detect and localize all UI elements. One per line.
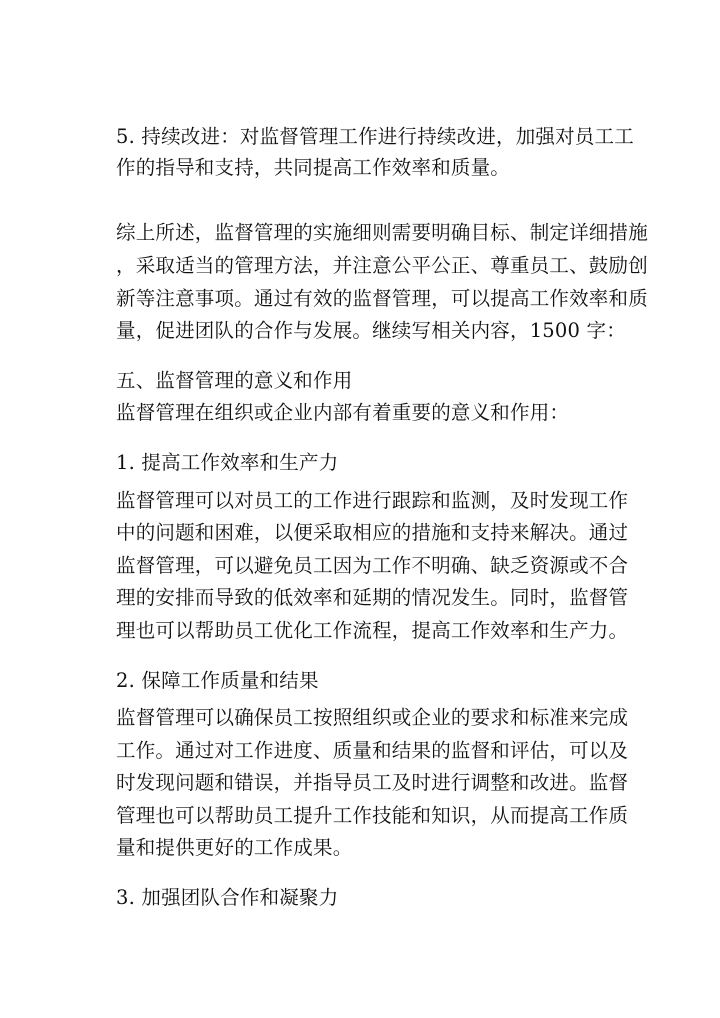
text-line: 中的问题和困难，以便采取相应的措施和支持来解决。通过 <box>116 521 629 544</box>
text-line: 监督管理可以确保员工按照组织或企业的要求和标准来完成 <box>116 706 629 729</box>
text-line: 监督管理在组织或企业内部有着重要的意义和作用： <box>116 401 570 424</box>
text-line: 时发现问题和错误，并指导员工及时进行调整和改进。监督 <box>116 771 629 794</box>
text-line: 作的指导和支持，共同提高工作效率和质量。 <box>116 156 511 179</box>
subheading: 3. 加强团队合作和凝聚力 <box>116 886 339 909</box>
text-line: 新等注意事项。通过有效的监督管理，可以提高工作效率和质 <box>116 287 648 310</box>
text-line: 监督管理，可以避免员工因为工作不明确、缺乏资源或不合 <box>116 554 629 577</box>
text-line: 理也可以帮助员工优化工作流程，提高工作效率和生产力。 <box>116 619 629 642</box>
text-line: ，采取适当的管理方法，并注意公平公正、尊重员工、鼓励创 <box>116 254 648 277</box>
subheading: 2. 保障工作质量和结果 <box>116 669 319 692</box>
text-line: 综上所述，监督管理的实施细则需要明确目标、制定详细措施 <box>116 221 648 244</box>
text-line: 管理也可以帮助员工提升工作技能和知识，从而提高工作质 <box>116 804 629 827</box>
text-line: 量和提供更好的工作成果。 <box>116 836 353 859</box>
text-line: 量，促进团队的合作与发展。继续写相关内容，1500 字： <box>116 319 626 342</box>
text-line: 工作。通过对工作进度、质量和结果的监督和评估，可以及 <box>116 739 629 762</box>
text-line: 理的安排而导致的低效率和延期的情况发生。同时，监督管 <box>116 586 629 609</box>
section-heading: 五、监督管理的意义和作用 <box>116 369 353 392</box>
text-line: 监督管理可以对员工的工作进行跟踪和监测，及时发现工作 <box>116 489 629 512</box>
subheading: 1. 提高工作效率和生产力 <box>116 451 339 474</box>
text-line: 5. 持续改进：对监督管理工作进行持续改进，加强对员工工 <box>116 125 634 148</box>
